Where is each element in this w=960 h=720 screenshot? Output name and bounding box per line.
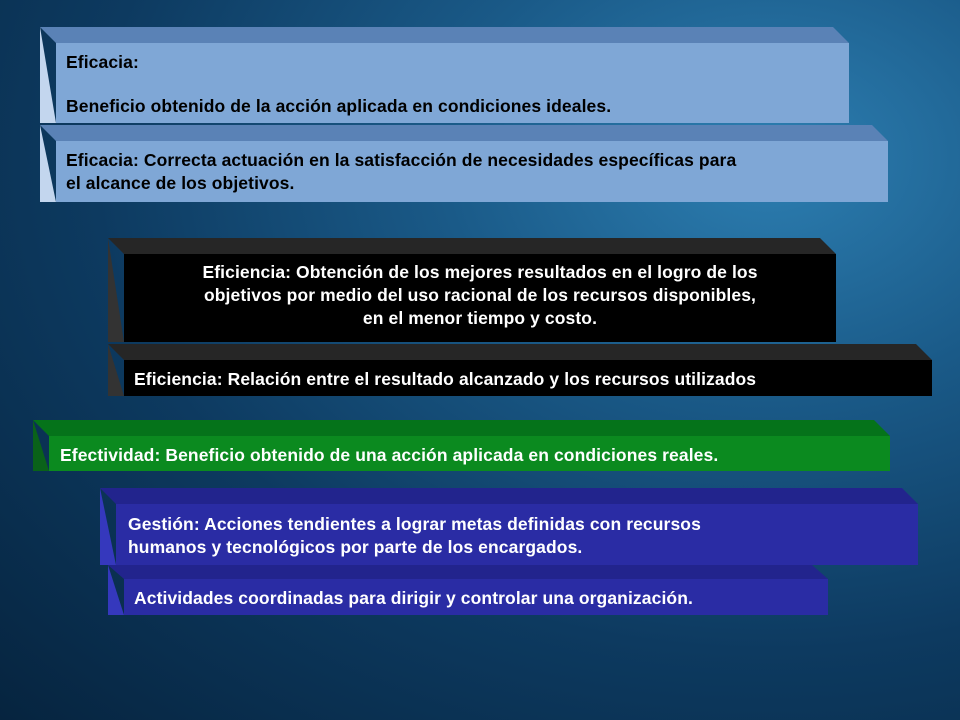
block-face bbox=[116, 504, 918, 565]
gestion-definition-block bbox=[100, 488, 918, 565]
block-line: Eficacia: bbox=[66, 52, 139, 72]
block-line: el alcance de los objetivos. bbox=[66, 173, 295, 194]
block-face bbox=[124, 254, 836, 342]
block-line: Eficacia: Correcta actuación en la satisfacción de necesidades específicas para bbox=[66, 150, 737, 170]
block-top-bevel bbox=[33, 420, 890, 436]
block-face bbox=[124, 579, 828, 615]
eficiencia-definition-block-2 bbox=[108, 344, 932, 396]
block-side-bevel bbox=[40, 27, 56, 123]
eficacia-definition-block-2 bbox=[40, 125, 888, 202]
block-top-bevel bbox=[108, 344, 932, 360]
block-top-bevel bbox=[108, 238, 836, 254]
block-blank-line bbox=[66, 74, 839, 95]
block-line: Actividades coordinadas para dirigir y controlar una organización. bbox=[134, 588, 693, 608]
block-line: Gestión: Acciones tendientes a lograr metas definidas con recursos bbox=[128, 514, 701, 534]
block-face bbox=[56, 43, 849, 123]
eficiencia-definition-block bbox=[108, 238, 836, 342]
gestion-definition-block-2 bbox=[108, 565, 828, 615]
block-side-bevel bbox=[108, 238, 124, 342]
block-face bbox=[49, 436, 890, 471]
block-face bbox=[56, 141, 888, 202]
block-line: Beneficio obtenido de la acción aplicada en condiciones ideales. bbox=[66, 96, 612, 117]
efectividad-definition-block bbox=[33, 420, 890, 471]
block-line: Efectividad: Beneficio obtenido de una acción aplicada en condiciones reales. bbox=[60, 445, 719, 465]
block-line: en el menor tiempo y costo. bbox=[362, 308, 598, 329]
block-top-bevel bbox=[100, 488, 918, 504]
block-line: humanos y tecnológicos por parte de los encargados. bbox=[128, 537, 583, 558]
eficacia-definition-block bbox=[40, 27, 849, 123]
block-face bbox=[124, 360, 932, 396]
block-top-bevel bbox=[40, 27, 849, 43]
block-line: Eficiencia: Obtención de los mejores resultados en el logro de los bbox=[202, 262, 758, 282]
block-top-bevel bbox=[40, 125, 888, 141]
block-top-bevel bbox=[108, 565, 828, 579]
block-line: objetivos por medio del uso racional de los recursos disponibles, bbox=[203, 285, 757, 306]
block-line: Eficiencia: Relación entre el resultado alcanzado y los recursos utilizados bbox=[134, 369, 757, 389]
